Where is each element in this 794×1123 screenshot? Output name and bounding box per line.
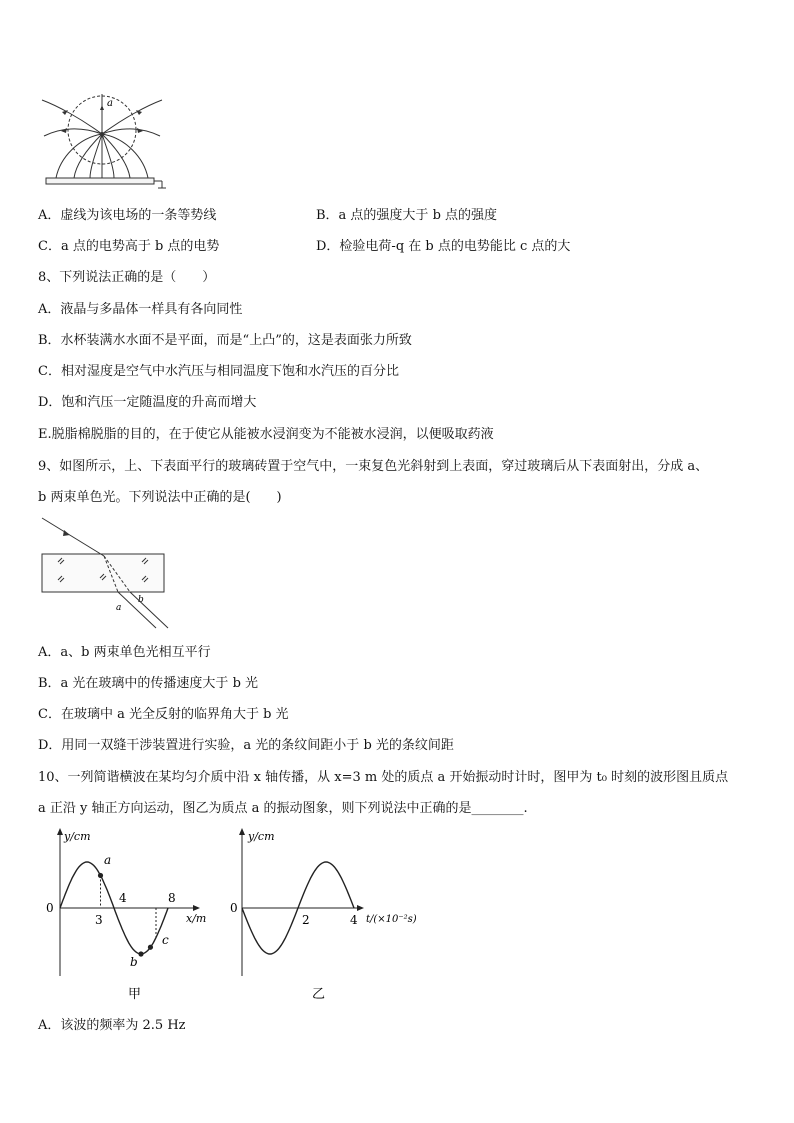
q7-option-c: C．a 点的电势高于 b 点的电势 <box>38 239 220 254</box>
svg-text:a: a <box>116 603 122 613</box>
tick-3: 3 <box>95 913 103 927</box>
tick-4: 4 <box>350 913 358 927</box>
label-a: a <box>104 853 112 867</box>
q9-option-d: D．用同一双缝干涉装置进行实验，a 光的条纹间距小于 b 光的条纹间距 <box>38 738 454 753</box>
q7-option-b: B．a 点的强度大于 b 点的强度 <box>316 208 498 223</box>
q8-option-e: E.脱脂棉脱脂的目的，在于使它从能被水浸润变为不能被水浸润，以便吸取药液 <box>38 427 494 442</box>
ylabel-jia: y/cm <box>64 830 91 843</box>
point-a <box>98 873 103 878</box>
q10-stem-line2: a 正沿 y 轴正方向运动，图乙为质点 a 的振动图象，则下列说法中正确的是________. <box>38 801 528 816</box>
tick-2: 2 <box>302 913 310 927</box>
q9-option-a: A．a、b 两束单色光相互平行 <box>38 645 211 660</box>
point-c <box>148 945 153 950</box>
q8-option-c: C．相对湿度是空气中水汽压与相同温度下饱和水汽压的百分比 <box>38 364 399 379</box>
title-jia: 甲 <box>128 987 142 1002</box>
tick-4: 4 <box>119 891 127 905</box>
electric-field-figure <box>40 88 175 193</box>
q9-stem-line2: b 两束单色光。下列说法中正确的是( ) <box>38 490 282 505</box>
tick-8: 8 <box>168 891 176 905</box>
q9-option-c: C．在玻璃中 a 光全反射的临界角大于 b 光 <box>38 707 289 722</box>
q9-stem-line1: 9、如图所示，上、下表面平行的玻璃砖置于空气中，一束复色光斜射到上表面，穿过玻璃后从下表面射出，分成 a、 <box>38 459 709 474</box>
svg-text:b: b <box>138 595 144 605</box>
q7-option-a: A．虚线为该电场的一条等势线 <box>38 208 217 223</box>
q8-option-b: B．水杯装满水水面不是平面，而是“上凸”的，这是表面张力所致 <box>38 333 412 348</box>
svg-text:a: a <box>107 98 113 109</box>
q7-option-d: D．检验电荷-q 在 b 点的电势能比 c 点的大 <box>316 239 571 254</box>
q8-stem: 8、下列说法正确的是（ ） <box>38 270 216 285</box>
xlabel-jia: x/m <box>186 912 207 925</box>
q8-option-d: D．饱和汽压一定随温度的升高而增大 <box>38 395 257 410</box>
title-yi: 乙 <box>312 987 326 1002</box>
label-b: b <box>130 955 138 969</box>
q8-option-a: A．液晶与多晶体一样具有各向同性 <box>38 302 243 317</box>
origin-jia: 0 <box>46 901 54 915</box>
q9-option-b: B．a 光在玻璃中的传播速度大于 b 光 <box>38 676 259 691</box>
origin-yi: 0 <box>230 901 238 915</box>
point-b <box>138 951 143 956</box>
wave-graph-jia <box>40 826 220 1006</box>
label-c: c <box>162 933 169 947</box>
ylabel-yi: y/cm <box>248 830 275 843</box>
q10-stem-line1: 10、一列简谐横波在某均匀介质中沿 x 轴传播，从 x=3 m 处的质点 a 开始振动时计时，图甲为 t₀ 时刻的波形图且质点 <box>38 770 729 785</box>
xlabel-yi: t/(×10⁻²s) <box>366 914 417 925</box>
vibration-graph-yi <box>226 826 436 1006</box>
glass-slab-figure <box>40 516 170 632</box>
q10-option-a: A．该波的频率为 2.5 Hz <box>38 1018 186 1033</box>
